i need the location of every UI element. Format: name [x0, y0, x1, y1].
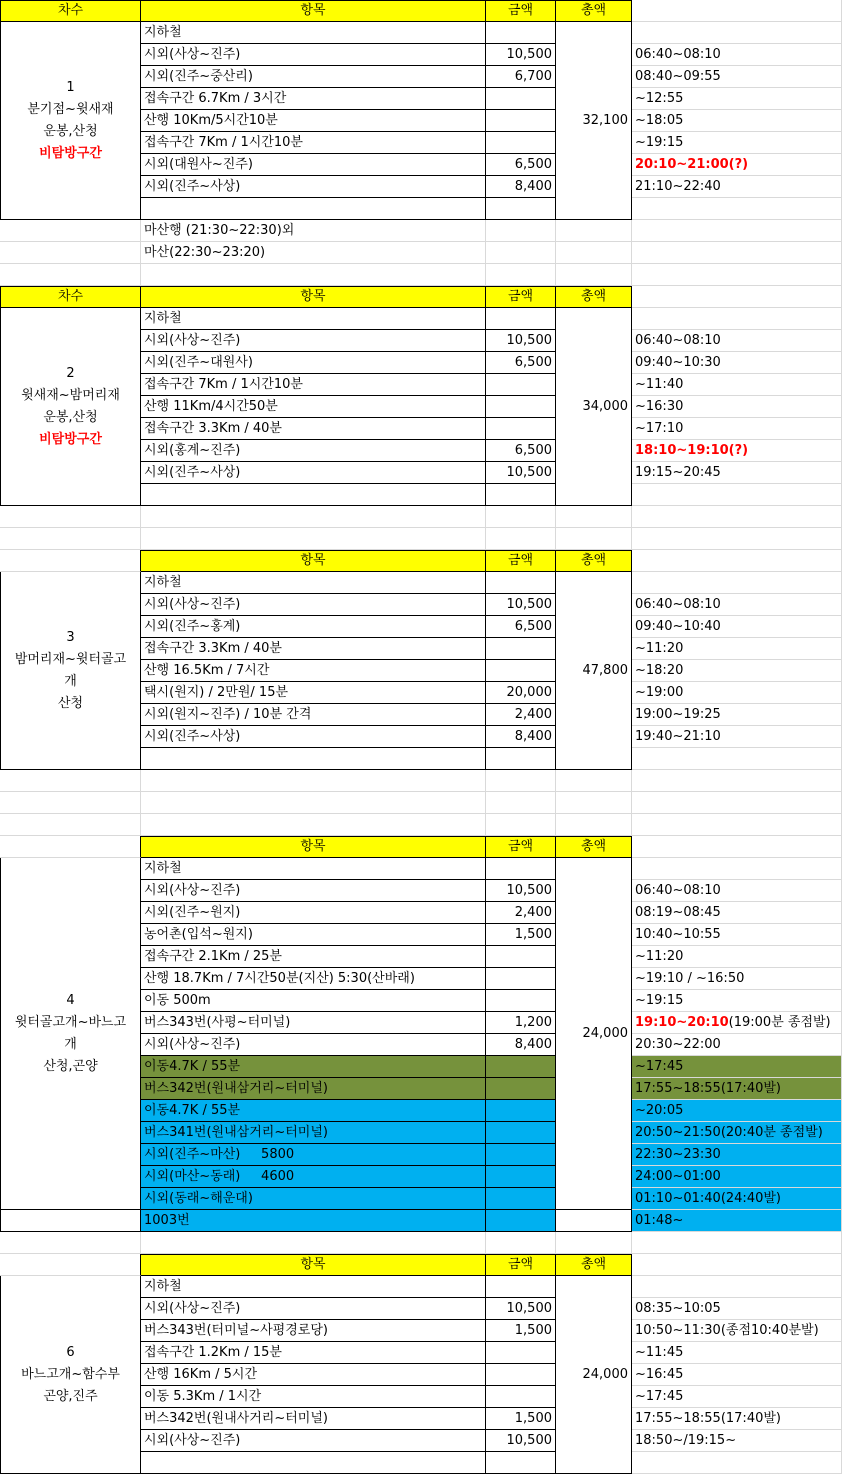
s4-time: 06:40~08:10 [632, 880, 842, 902]
s1-amount [486, 110, 556, 132]
s1-amount [486, 22, 556, 44]
blank-cell [0, 1210, 141, 1232]
s4-time: 20:50~21:50(20:40분 종점발) [632, 1122, 842, 1144]
header-total: 총액 [556, 1254, 632, 1276]
s1-amount: 6,700 [486, 66, 556, 88]
s4-time: 24:00~01:00 [632, 1166, 842, 1188]
s4-time: 01:48~ [632, 1210, 842, 1232]
s2-time: 19:15~20:45 [632, 462, 842, 484]
s2-title-line: 운봉,산청 [43, 409, 98, 425]
s4-time: ~17:45 [632, 1056, 842, 1078]
s1-item: 시외(사상~진주) [141, 44, 486, 66]
s3-amount [486, 660, 556, 682]
s1-time: 20:10~21:00(?) [632, 154, 842, 176]
s1-title-line: 운봉,산청 [43, 123, 98, 139]
s3-item: 시외(원지~진주) / 10분 간격 [141, 704, 486, 726]
blank-cell [632, 286, 842, 308]
s4-item: 접속구간 2.1Km / 25분 [141, 946, 486, 968]
s4-item: 농어촌(입석~원지) [141, 924, 486, 946]
s2-time [632, 308, 842, 330]
s3-time: 19:40~21:10 [632, 726, 842, 748]
blank-cell[interactable] [556, 264, 632, 286]
blank-cell[interactable] [0, 528, 141, 550]
header-blank [0, 836, 141, 858]
s2-item: 시외(홍계~진주) [141, 440, 486, 462]
s4-amount [486, 1078, 556, 1100]
s3-title-line: 산청 [57, 695, 84, 711]
s2-time: ~11:40 [632, 374, 842, 396]
s4-item: 시외(사상~진주) [141, 880, 486, 902]
s6-amount [486, 1276, 556, 1298]
s2-amount: 6,500 [486, 440, 556, 462]
s4-amount: 2,400 [486, 902, 556, 924]
s3-time: ~19:00 [632, 682, 842, 704]
s1-amount: 10,500 [486, 44, 556, 66]
blank-cell [632, 836, 842, 858]
s3-time [632, 572, 842, 594]
header-amount: 금액 [486, 1254, 556, 1276]
s6-title-line: 6 [66, 1344, 75, 1360]
s1-total: 32,100 [556, 22, 632, 220]
s6-item: 지하철 [141, 1276, 486, 1298]
header-total: 총액 [556, 836, 632, 858]
s1-title-line: 분기점~윗새재 [27, 101, 114, 117]
s2-amount [486, 308, 556, 330]
blank-cell[interactable] [141, 506, 486, 528]
s6-item: 이동 5.3Km / 1시간 [141, 1386, 486, 1408]
s4-title-line: 개 [64, 1036, 77, 1052]
s4-item: 1003번 [141, 1210, 486, 1232]
s2-amount [486, 484, 556, 506]
blank-cell[interactable] [0, 506, 141, 528]
header-item: 항목 [141, 1254, 486, 1276]
s6-time: 10:50~11:30(종점10:40분발) [632, 1320, 842, 1342]
header-chasu: 차수 [0, 286, 141, 308]
header-amount: 금액 [486, 550, 556, 572]
s3-amount [486, 748, 556, 770]
s3-time: 19:00~19:25 [632, 704, 842, 726]
s6-time: 18:50~/19:15~ [632, 1430, 842, 1452]
s6-title-line: 바느고개~함수부 [21, 1366, 120, 1382]
s1-amount: 8,400 [486, 176, 556, 198]
s4-item: 시외(사상~진주) [141, 1034, 486, 1056]
s4-time: ~19:10 / ~16:50 [632, 968, 842, 990]
s4-time: 22:30~23:30 [632, 1144, 842, 1166]
s6-time: 17:55~18:55(17:40발) [632, 1408, 842, 1430]
s4-title-cell [0, 858, 141, 1210]
s2-amount [486, 396, 556, 418]
s6-item [141, 1452, 486, 1474]
s3-amount: 8,400 [486, 726, 556, 748]
blank-cell [632, 0, 842, 22]
s2-amount: 10,500 [486, 462, 556, 484]
s6-time [632, 1276, 842, 1298]
blank-cell [486, 242, 556, 264]
blank-cell[interactable] [632, 792, 842, 814]
s6-amount: 10,500 [486, 1430, 556, 1452]
s1-extra: 마산행 (21:30~22:30)외 [141, 220, 486, 242]
s4-item: 산행 18.7Km / 7시간50분(지산) 5:30(산바래) [141, 968, 486, 990]
blank-cell[interactable] [486, 264, 556, 286]
blank-cell[interactable] [141, 264, 486, 286]
s4-time: ~11:20 [632, 946, 842, 968]
s1-item: 시외(진주~중산리) [141, 66, 486, 88]
blank-cell [632, 1254, 842, 1276]
s2-amount [486, 418, 556, 440]
blank-cell[interactable] [141, 814, 486, 836]
s4-total: 24,000 [556, 858, 632, 1210]
s2-item: 지하철 [141, 308, 486, 330]
s1-item: 접속구간 6.7Km / 3시간 [141, 88, 486, 110]
s4-time: 01:10~01:40(24:40발) [632, 1188, 842, 1210]
s3-item: 시외(진주~사상) [141, 726, 486, 748]
s1-time: ~12:55 [632, 88, 842, 110]
s4-time: 17:55~18:55(17:40발) [632, 1078, 842, 1100]
s2-time [632, 484, 842, 506]
s4-time-red: 19:10~20:10 [635, 1014, 729, 1030]
s6-item: 버스342번(원내사거리~터미널) [141, 1408, 486, 1430]
s3-item [141, 748, 486, 770]
header-item: 항목 [141, 286, 486, 308]
blank-cell[interactable] [141, 528, 486, 550]
s4-item: 시외(마산~동래) 4600 [141, 1166, 486, 1188]
s6-time: ~16:45 [632, 1364, 842, 1386]
s4-amount: 1,500 [486, 924, 556, 946]
s4-amount [486, 1166, 556, 1188]
s2-time: 06:40~08:10 [632, 330, 842, 352]
blank-cell[interactable] [141, 1232, 486, 1254]
blank-cell [556, 242, 632, 264]
s1-title-line: 1 [66, 79, 75, 95]
s2-warning-label: 비탐방구간 [39, 431, 102, 447]
s6-amount: 1,500 [486, 1320, 556, 1342]
blank-cell[interactable] [632, 770, 842, 792]
blank-cell [556, 220, 632, 242]
s3-amount: 10,500 [486, 594, 556, 616]
s4-item: 지하철 [141, 858, 486, 880]
blank-cell[interactable] [632, 814, 842, 836]
s4-item: 이동4.7K / 55분 [141, 1056, 486, 1078]
blank-cell[interactable] [556, 506, 632, 528]
blank-cell[interactable] [556, 1232, 632, 1254]
blank-cell[interactable] [0, 814, 141, 836]
blank-cell [0, 242, 141, 264]
blank-cell [556, 1210, 632, 1232]
s6-item: 시외(사상~진주) [141, 1430, 486, 1452]
blank-cell [486, 220, 556, 242]
blank-cell [632, 220, 842, 242]
s1-item [141, 198, 486, 220]
s4-amount [486, 946, 556, 968]
s3-item: 접속구간 3.3Km / 40분 [141, 638, 486, 660]
header-total: 총액 [556, 286, 632, 308]
s1-time: 06:40~08:10 [632, 44, 842, 66]
s2-title-cell [0, 308, 141, 506]
s3-amount: 20,000 [486, 682, 556, 704]
s1-amount [486, 132, 556, 154]
s4-amount [486, 858, 556, 880]
blank-cell[interactable] [141, 792, 486, 814]
s2-amount: 6,500 [486, 352, 556, 374]
s4-item: 시외(동래~해운대) [141, 1188, 486, 1210]
s6-time: ~11:45 [632, 1342, 842, 1364]
s3-title-line: 개 [64, 673, 77, 689]
s2-item: 접속구간 3.3Km / 40분 [141, 418, 486, 440]
s1-time: ~18:05 [632, 110, 842, 132]
s4-amount: 8,400 [486, 1034, 556, 1056]
blank-cell[interactable] [141, 770, 486, 792]
s1-time [632, 22, 842, 44]
s2-title-line: 윗새재~밤머리재 [21, 387, 120, 403]
blank-cell[interactable] [0, 1232, 141, 1254]
header-item: 항목 [141, 836, 486, 858]
s3-title-line: 밤머리재~윗터골고 [14, 651, 127, 667]
header-total: 총액 [556, 0, 632, 22]
s1-time: 21:10~22:40 [632, 176, 842, 198]
blank-cell[interactable] [0, 792, 141, 814]
s3-amount: 2,400 [486, 704, 556, 726]
blank-cell [632, 242, 842, 264]
s1-time [632, 198, 842, 220]
s2-time: 18:10~19:10(?) [632, 440, 842, 462]
s4-amount [486, 1210, 556, 1232]
blank-cell[interactable] [632, 506, 842, 528]
s6-item: 버스343번(터미널~사평경로당) [141, 1320, 486, 1342]
s6-amount [486, 1452, 556, 1474]
s6-time: 08:35~10:05 [632, 1298, 842, 1320]
s4-amount: 1,200 [486, 1012, 556, 1034]
s6-title-cell [0, 1276, 141, 1474]
s4-item: 시외(진주~원지) [141, 902, 486, 924]
s4-amount [486, 1144, 556, 1166]
header-item: 항목 [141, 550, 486, 572]
s3-amount [486, 638, 556, 660]
s1-extra: 마산(22:30~23:20) [141, 242, 486, 264]
s4-title-line: 산청,곤양 [43, 1058, 98, 1074]
blank-cell[interactable] [486, 528, 556, 550]
blank-cell[interactable] [556, 770, 632, 792]
s2-time: ~16:30 [632, 396, 842, 418]
s2-item: 접속구간 7Km / 1시간10분 [141, 374, 486, 396]
s3-time: 06:40~08:10 [632, 594, 842, 616]
s2-time: ~17:10 [632, 418, 842, 440]
s4-amount [486, 1122, 556, 1144]
s4-time: 10:40~10:55 [632, 924, 842, 946]
s3-time: 09:40~10:40 [632, 616, 842, 638]
s2-time: 09:40~10:30 [632, 352, 842, 374]
s2-item [141, 484, 486, 506]
s4-time: ~20:05 [632, 1100, 842, 1122]
s4-amount [486, 990, 556, 1012]
blank-cell[interactable] [632, 528, 842, 550]
s1-item: 접속구간 7Km / 1시간10분 [141, 132, 486, 154]
s6-time: ~17:45 [632, 1386, 842, 1408]
s6-amount [486, 1386, 556, 1408]
s1-title-cell [0, 22, 141, 220]
s2-title-line: 2 [66, 365, 75, 381]
s3-amount: 6,500 [486, 616, 556, 638]
header-amount: 금액 [486, 836, 556, 858]
s3-item: 시외(진주~홍계) [141, 616, 486, 638]
s4-item: 이동 500m [141, 990, 486, 1012]
s4-title-line: 윗터골고개~바느고 [14, 1014, 127, 1030]
s6-time [632, 1452, 842, 1474]
s4-time: ~19:15 [632, 990, 842, 1012]
blank-cell[interactable] [486, 814, 556, 836]
blank-cell[interactable] [0, 770, 141, 792]
s4-item: 시외(진주~마산) 5800 [141, 1144, 486, 1166]
s2-item: 시외(진주~사상) [141, 462, 486, 484]
s1-item: 시외(대원사~진주) [141, 154, 486, 176]
header-total: 총액 [556, 550, 632, 572]
s1-amount [486, 198, 556, 220]
header-blank [0, 550, 141, 572]
s3-total: 47,800 [556, 572, 632, 770]
s3-item: 택시(원지) / 2만원/ 15분 [141, 682, 486, 704]
s2-amount [486, 374, 556, 396]
s4-time: 08:19~08:45 [632, 902, 842, 924]
blank-cell[interactable] [486, 792, 556, 814]
s1-time: ~19:15 [632, 132, 842, 154]
s3-title-cell [0, 572, 141, 770]
s2-amount: 10,500 [486, 330, 556, 352]
s3-item: 시외(사상~진주) [141, 594, 486, 616]
blank-cell[interactable] [486, 770, 556, 792]
s4-item: 버스341번(원내삼거리~터미널) [141, 1122, 486, 1144]
s4-item: 이동4.7K / 55분 [141, 1100, 486, 1122]
s6-item: 시외(사상~진주) [141, 1298, 486, 1320]
header-amount: 금액 [486, 0, 556, 22]
s1-item: 지하철 [141, 22, 486, 44]
s4-time-note: (19:00분 종점발) [728, 1014, 831, 1030]
header-item: 항목 [141, 0, 486, 22]
s6-item: 산행 16Km / 5시간 [141, 1364, 486, 1386]
s2-item: 산행 11Km/4시간50분 [141, 396, 486, 418]
s1-warning-label: 비탐방구간 [39, 145, 102, 161]
blank-cell[interactable] [556, 814, 632, 836]
s4-amount [486, 1100, 556, 1122]
header-blank [0, 1254, 141, 1276]
s6-title-line: 곤양,진주 [43, 1388, 98, 1404]
s6-amount [486, 1342, 556, 1364]
blank-cell[interactable] [632, 1232, 842, 1254]
s3-time: ~18:20 [632, 660, 842, 682]
s3-item: 지하철 [141, 572, 486, 594]
s4-amount [486, 1056, 556, 1078]
s4-item: 버스342번(원내삼거리~터미널) [141, 1078, 486, 1100]
s4-amount: 10,500 [486, 880, 556, 902]
header-chasu: 차수 [0, 0, 141, 22]
s6-amount: 10,500 [486, 1298, 556, 1320]
s2-item: 시외(사상~진주) [141, 330, 486, 352]
blank-cell[interactable] [632, 264, 842, 286]
s2-total: 34,000 [556, 308, 632, 506]
s3-item: 산행 16.5Km / 7시간 [141, 660, 486, 682]
s4-time [632, 858, 842, 880]
s2-item: 시외(진주~대원사) [141, 352, 486, 374]
header-amount: 금액 [486, 286, 556, 308]
s4-amount [486, 1188, 556, 1210]
s1-item: 산행 10Km/5시간10분 [141, 110, 486, 132]
s4-amount [486, 968, 556, 990]
s4-time: 20:30~22:00 [632, 1034, 842, 1056]
blank-cell [0, 220, 141, 242]
blank-cell[interactable] [486, 1232, 556, 1254]
blank-cell[interactable] [0, 264, 141, 286]
s3-time: ~11:20 [632, 638, 842, 660]
s6-total: 24,000 [556, 1276, 632, 1474]
s1-amount: 6,500 [486, 154, 556, 176]
s4-time [632, 1012, 842, 1034]
s3-time [632, 748, 842, 770]
blank-cell[interactable] [556, 528, 632, 550]
blank-cell[interactable] [486, 506, 556, 528]
s1-item: 시외(진주~사상) [141, 176, 486, 198]
s4-item: 버스343번(사평~터미널) [141, 1012, 486, 1034]
s4-title-line: 4 [66, 992, 75, 1008]
s3-amount [486, 572, 556, 594]
blank-cell [632, 550, 842, 572]
s3-title-line: 3 [66, 629, 75, 645]
s1-amount [486, 88, 556, 110]
blank-cell[interactable] [556, 792, 632, 814]
s6-item: 접속구간 1.2Km / 15분 [141, 1342, 486, 1364]
s6-amount [486, 1364, 556, 1386]
s1-time: 08:40~09:55 [632, 66, 842, 88]
s6-amount: 1,500 [486, 1408, 556, 1430]
